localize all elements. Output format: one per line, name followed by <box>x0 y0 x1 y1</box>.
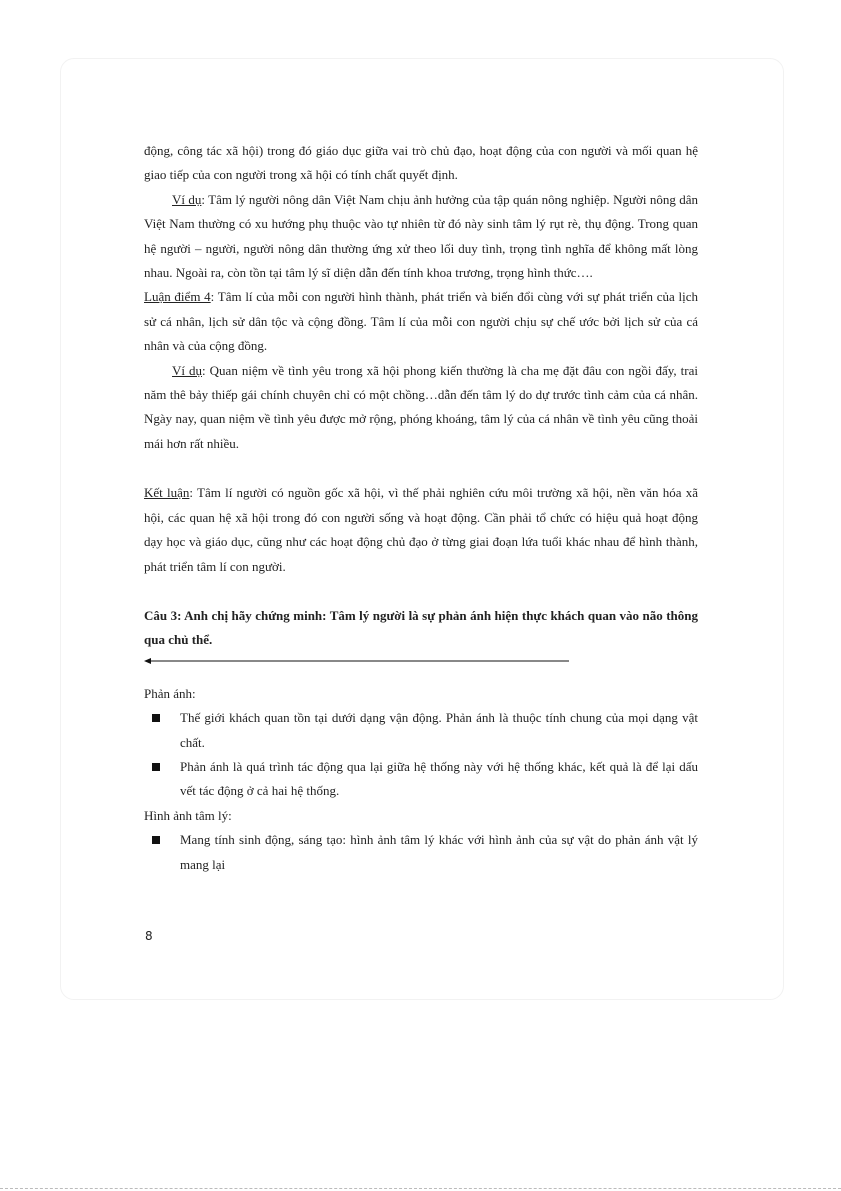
list-item: Phản ánh là quá trình tác động qua lại giữa hệ thống này với hệ thống khác, kết quả là để lại dấu vết tác động ở cả hai hệ thống. <box>144 755 698 804</box>
paragraph-example-2 <box>144 359 698 457</box>
square-bullet-icon <box>152 714 160 722</box>
paragraph-argument-4 <box>144 285 698 358</box>
reflection-list <box>144 706 698 804</box>
list-item: Mang tính sinh động, sáng tạo: hình ảnh tâm lý khác với hình ảnh của sự vật do phản ánh vật lý mang lại <box>144 828 698 877</box>
image-heading: Hình ảnh tâm lý: <box>144 807 232 823</box>
example-text: : Tâm lý người nông dân Việt Nam chịu ảnh hưởng của tập quán nông nghiệp. Người nông dân Việt Nam thường có xu hướng phụ thuộc vào tự nhiên từ đó này sinh tâm lý rụt rè, thụ động. Trong quan hệ người – người, người nông dân thường ứng xử theo lối duy tình, trọng tình nghĩa để không mất lòng nhau. Ngoài ra, còn tồn tại tâm lý sĩ diện dẫn đến tính khoa trương, trọng hình thức…. <box>144 191 699 281</box>
spacer <box>144 579 698 604</box>
conclusion-text: : Tâm lí người có nguồn gốc xã hội, vì thế phải nghiên cứu môi trường xã hội, nền văn hóa xã hội, các quan hệ xã hội trong đó con người sống và hoạt động. Cần phải tổ chức có hiệu quả hoạt động dạy học và giáo dục, cũng như các hoạt động chủ đạo ở từng giai đoạn lứa tuổi khác nhau để hình thành, phát triển tâm lí con người. <box>144 485 699 574</box>
paragraph-intro: động, công tác xã hội) trong đó giáo dục giữa vai trò chủ đạo, hoạt động của con người và mối quan hệ giao tiếp của con người trong xã hội có tính chất quyết định. <box>144 143 698 183</box>
reflection-heading: Phản ánh: <box>144 685 196 701</box>
square-bullet-icon <box>152 763 160 771</box>
example-label: Ví dụ <box>172 362 203 378</box>
paragraph-example-1 <box>144 188 698 286</box>
example-label: Ví dụ <box>172 191 202 207</box>
conclusion-label: Kết luận <box>144 485 190 501</box>
bottom-dashed-line <box>0 1188 841 1189</box>
image-list <box>144 828 698 877</box>
arrow-divider <box>144 656 569 666</box>
square-bullet-icon <box>152 836 160 844</box>
argument-label: Luận điểm 4 <box>144 289 211 305</box>
page-content <box>144 139 698 877</box>
paragraph-conclusion <box>144 481 698 579</box>
question-heading: Câu 3: Anh chị hãy chứng minh: Tâm lý người là sự phản ánh hiện thực khách quan vào não thông qua chủ thể. <box>144 607 698 648</box>
list-item: Thế giới khách quan tồn tại dưới dạng vận động. Phản ánh là thuộc tính chung của mọi dạng vật chất. <box>144 706 698 755</box>
argument-text: : Tâm lí của mỗi con người hình thành, phát triển và biến đổi cùng với sự phát triển của lịch sử cá nhân, lịch sử dân tộc và cộng đồng. Tâm lí của mỗi con người chịu sự chế ước bởi lịch sử của cá nhân và của cộng đồng. <box>144 289 698 354</box>
page-number: 8 <box>145 929 153 943</box>
left-arrow-icon <box>144 656 569 666</box>
spacer <box>144 456 698 481</box>
example-text: : Quan niệm về tình yêu trong xã hội phong kiến thường là cha mẹ đặt đâu con ngồi đấy, trai năm thê bảy thiếp gái chính chuyên chỉ có một chồng…dẫn đến tâm lý do dự trước tình cảm của cá nhân. Ngày nay, quan niệm về tình yêu được mở rộng, phóng khoáng, tâm lý của cá nhân về tình yêu cũng thoải mái hơn rất nhiều. <box>144 362 699 451</box>
